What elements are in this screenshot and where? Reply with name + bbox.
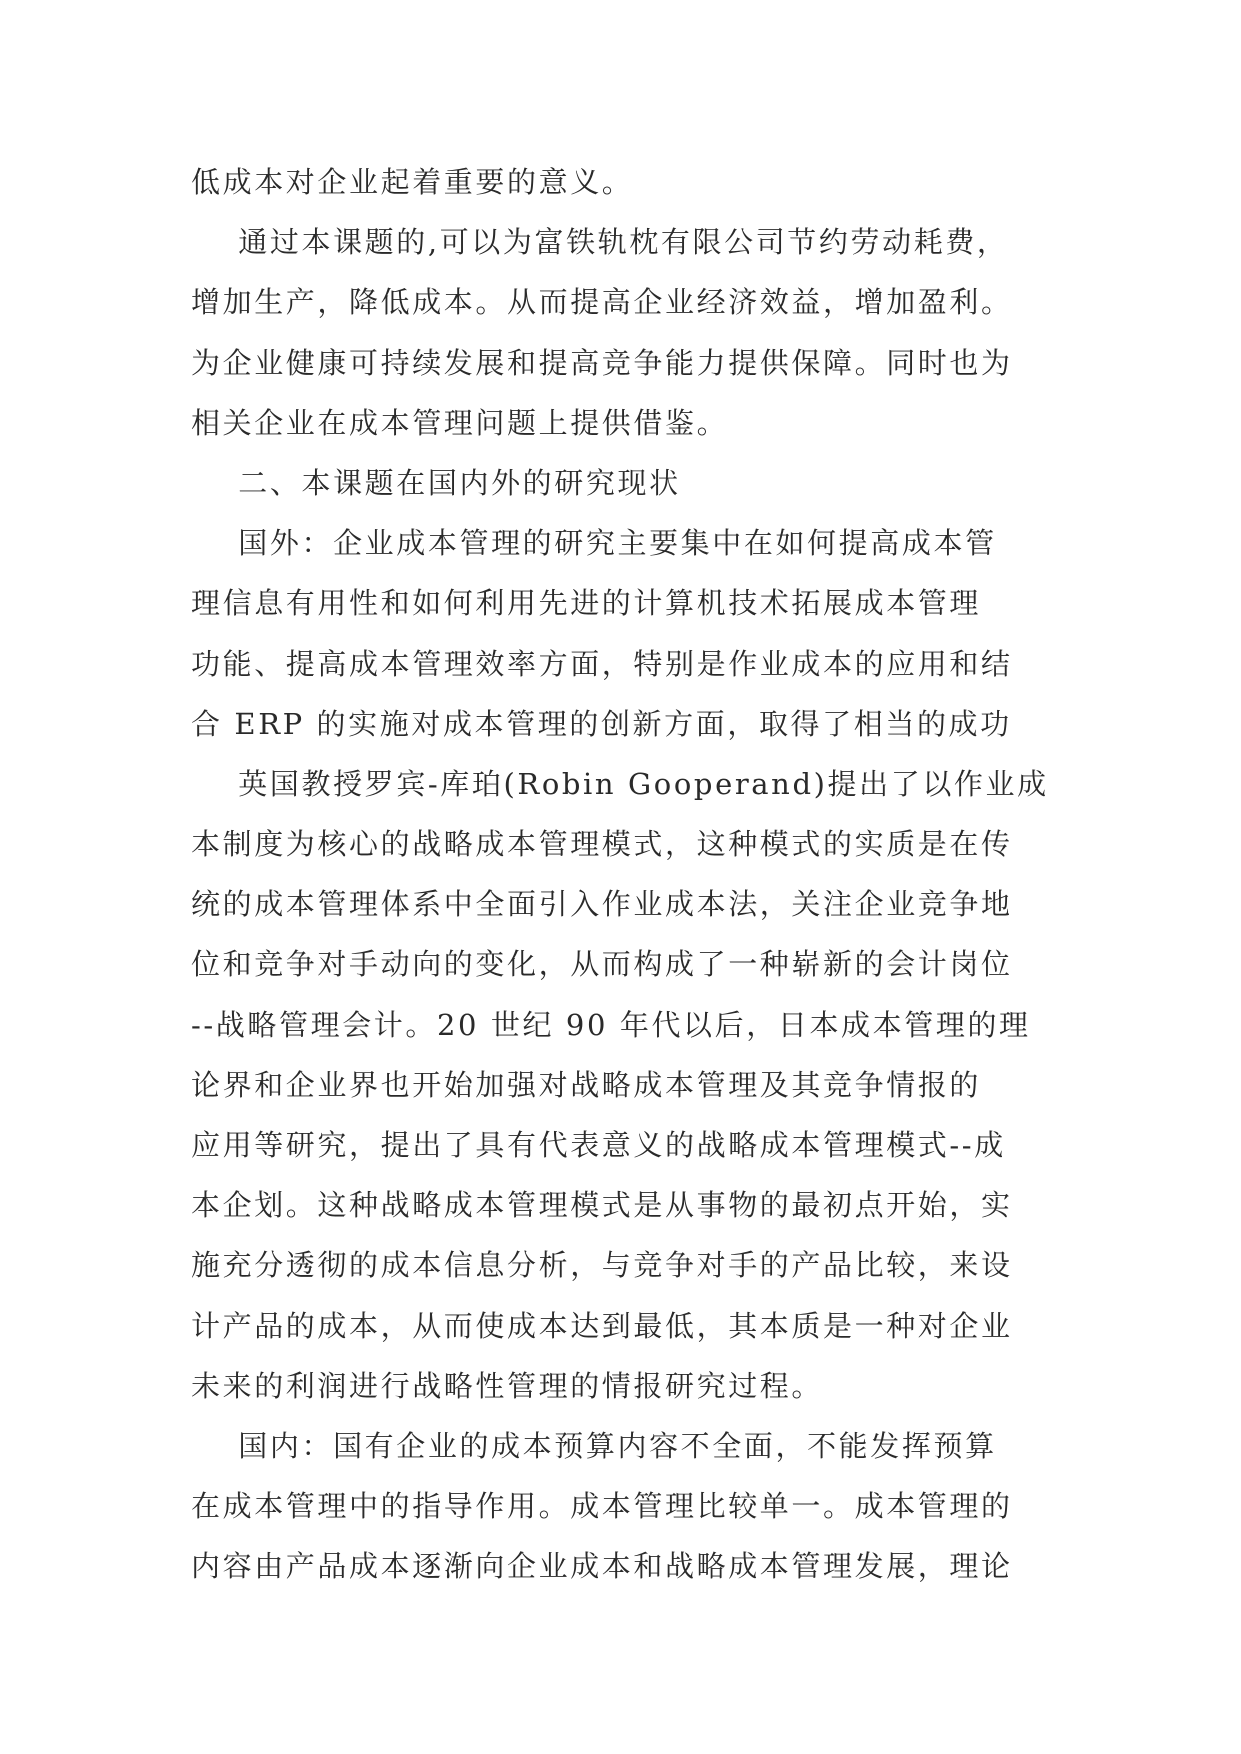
text-line: 在成本管理中的指导作用。成本管理比较单一。成本管理的 [191, 1489, 1013, 1524]
text-line: 国外：企业成本管理的研究主要集中在如何提高成本管 [191, 526, 997, 561]
text-line: 为企业健康可持续发展和提高竞争能力提供保障。同时也为 [191, 345, 1013, 380]
text-line: --战略管理会计。20 世纪 90 年代以后，日本成本管理的理 [191, 1007, 1031, 1042]
text-line: 应用等研究，提出了具有代表意义的战略成本管理模式--成 [191, 1128, 1006, 1162]
text-line: 统的成本管理体系中全面引入作业成本法，关注企业竞争地 [191, 887, 1013, 922]
text-line: 本制度为核心的战略成本管理模式，这种模式的实质是在传 [191, 827, 1013, 862]
text-line: 低成本对企业起着重要的意义。 [191, 165, 634, 199]
text-line: 内容由产品成本逐渐向企业成本和战略成本管理发展，理论 [191, 1549, 1013, 1584]
section-heading: 二、本课题在国内外的研究现状 [191, 465, 681, 500]
text-line: 功能、提高成本管理效率方面，特别是作业成本的应用和结 [191, 646, 1013, 681]
text-line: 计产品的成本，从而使成本达到最低，其本质是一种对企业 [191, 1308, 1013, 1343]
text-line: 相关企业在成本管理问题上提供借鉴。 [191, 405, 729, 440]
body-text [191, 152, 1071, 1597]
text-line: 合 ERP 的实施对成本管理的创新方面，取得了相当的成功 [191, 706, 1012, 741]
text-line: 英国教授罗宾-库珀(Robin Gooperand)提出了以作业成 [191, 766, 1049, 801]
text-line: 未来的利润进行战略性管理的情报研究过程。 [191, 1368, 824, 1403]
text-line: 本企划。这种战略成本管理模式是从事物的最初点开始，实 [191, 1188, 1013, 1223]
text-line: 国内：国有企业的成本预算内容不全面，不能发挥预算 [191, 1428, 997, 1463]
text-line: 通过本课题的,可以为富铁轨枕有限公司节约劳动耗费， [191, 225, 1009, 260]
text-line: 理信息有用性和如何利用先进的计算机技术拓展成本管理 [191, 586, 982, 621]
text-line: 论界和企业界也开始加强对战略成本管理及其竞争情报的 [191, 1067, 982, 1102]
text-line: 施充分透彻的成本信息分析，与竞争对手的产品比较，来设 [191, 1248, 1013, 1283]
text-line: 增加生产，降低成本。从而提高企业经济效益，增加盈利。 [191, 285, 1013, 320]
text-line: 位和竞争对手动向的变化，从而构成了一种崭新的会计岗位 [191, 947, 1013, 982]
